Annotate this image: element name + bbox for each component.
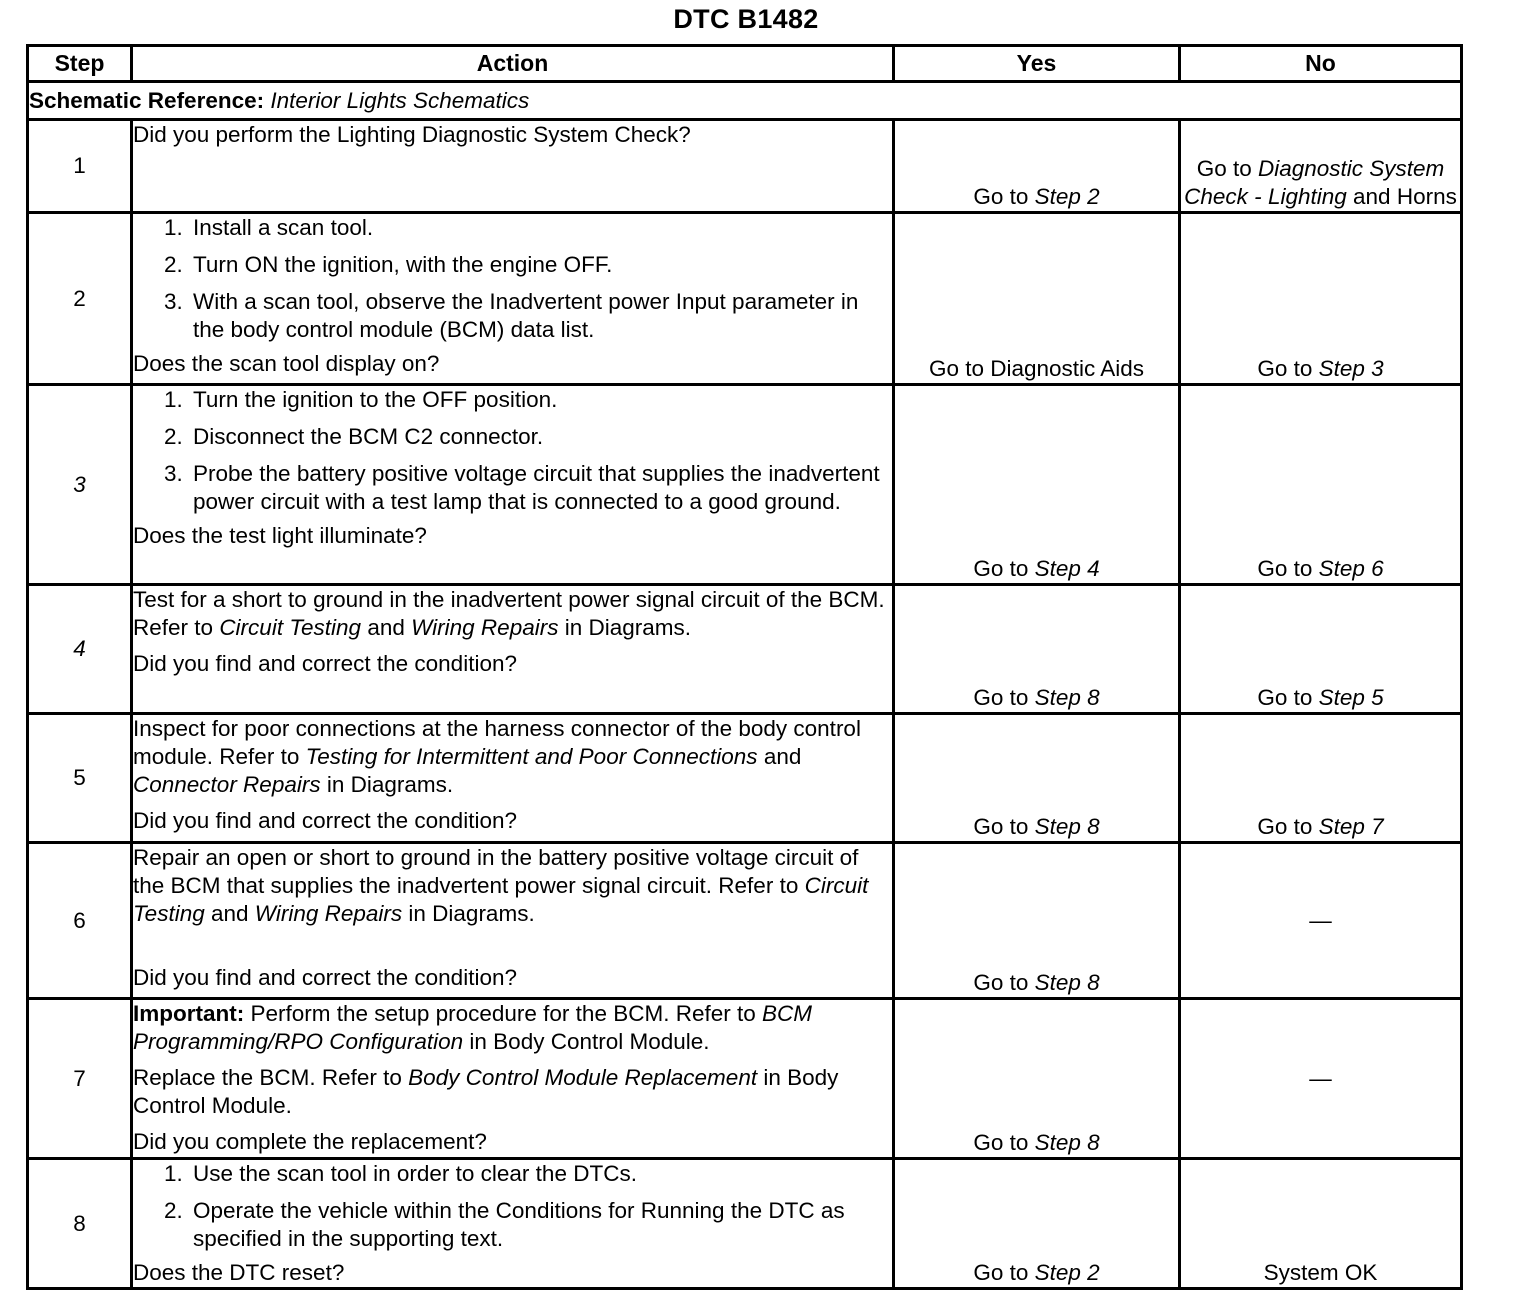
step-number-text: 4 <box>73 636 86 662</box>
action-question: Does the test light illuminate? <box>133 522 427 548</box>
yes-cell <box>894 1159 1180 1289</box>
reference-link[interactable]: Circuit Testing <box>133 872 869 926</box>
important-note <box>133 1000 892 1056</box>
table-row <box>28 843 1462 999</box>
step-number: 2 <box>28 213 132 385</box>
action-cell <box>132 714 894 843</box>
action-text-part: in Diagrams. <box>408 900 535 926</box>
yes-prefix: Go to <box>973 1260 1029 1286</box>
no-prefix: Go to <box>1257 814 1313 840</box>
reference-link[interactable]: Body Control Module Replacement <box>408 1064 758 1090</box>
schematic-reference-link[interactable]: Interior Lights Schematics <box>270 87 530 113</box>
table-row <box>28 585 1462 714</box>
yes-step-link[interactable]: Step 2 <box>1034 184 1100 210</box>
procedure-list <box>133 214 892 344</box>
action-text-part: Test for a short to ground in the inadvertent power signal circuit of the BCM. Refer to <box>133 587 885 640</box>
no-prefix: Go to <box>1257 685 1313 711</box>
list-item: 2. Turn ON the ignition, with the engine OFF. <box>189 251 892 279</box>
no-cell: System OK <box>1180 1159 1462 1289</box>
no-cell <box>1180 120 1462 213</box>
diagnostic-table <box>26 44 1463 1290</box>
action-question: Does the scan tool display on? <box>133 350 440 376</box>
procedure-list <box>133 386 892 516</box>
list-item: 1. Install a scan tool. <box>189 214 892 242</box>
no-step-link[interactable]: Step 7 <box>1318 814 1384 840</box>
step-number: 1 <box>28 120 132 213</box>
action-cell <box>132 843 894 999</box>
reference-link[interactable]: Testing for Intermittent and Poor Connections <box>305 743 758 769</box>
no-cell <box>1180 385 1462 585</box>
yes-cell <box>894 213 1180 385</box>
yes-prefix: Go to <box>973 814 1029 840</box>
no-link-diagnostic-system-check[interactable]: Diagnostic System Check - <box>1184 156 1445 210</box>
action-text-part: Inspect for poor connections at the harness connector of the body control module. Refer to <box>133 716 861 769</box>
action-text-part: in Body Control Module. <box>469 1028 710 1054</box>
action-text-part: in Diagrams. <box>564 614 692 640</box>
table-row <box>28 999 1462 1159</box>
reference-link[interactable]: Circuit Testing <box>219 614 362 640</box>
header-no: No <box>1180 46 1462 82</box>
action-text-part: Repair an open or short to ground in the battery positive voltage circuit of the BCM that supplies the inadvertent power signal circuit. Refer to <box>133 845 859 898</box>
header-yes: Yes <box>894 46 1180 82</box>
table-row <box>28 714 1462 843</box>
yes-diagnostic-aids-link[interactable]: Go to Diagnostic Aids <box>928 356 1145 382</box>
action-text: Did you perform the Lighting Diagnostic System Check? <box>133 122 691 147</box>
action-text-part: and <box>763 743 802 769</box>
list-item: 2. Operate the vehicle within the Conditions for Running the DTC as specified in the supporting text. <box>189 1197 892 1253</box>
no-prefix: Go to <box>1257 556 1313 582</box>
action-text <box>133 715 892 799</box>
no-suffix: and Horns <box>1353 184 1457 210</box>
yes-prefix: Go to <box>973 970 1029 996</box>
no-cell <box>1180 714 1462 843</box>
list-item: 1. Turn the ignition to the OFF position. <box>189 386 892 414</box>
step-number <box>28 385 132 585</box>
no-cell: — <box>1180 999 1462 1159</box>
table-row <box>28 213 1462 385</box>
header-action: Action <box>132 46 894 82</box>
list-item: 3. With a scan tool, observe the Inadvertent power Input parameter in the body control module (BCM) data list. <box>189 288 892 344</box>
action-question: Did you find and correct the condition? <box>133 650 517 676</box>
no-prefix: Go to <box>1257 356 1313 382</box>
table-row <box>28 385 1462 585</box>
reference-link[interactable]: Connector Repairs <box>133 771 321 797</box>
no-cell <box>1180 213 1462 385</box>
schematic-reference-row <box>28 82 1462 120</box>
yes-cell <box>894 585 1180 714</box>
yes-step-link[interactable]: Step 8 <box>1034 970 1100 996</box>
reference-link[interactable]: Wiring Repairs <box>254 900 403 926</box>
action-question: Did you find and correct the condition? <box>133 807 517 833</box>
yes-prefix: Go to <box>973 556 1029 582</box>
action-question: Does the DTC reset? <box>133 1259 345 1285</box>
step-number <box>28 585 132 714</box>
yes-prefix: Go to <box>973 1130 1029 1156</box>
no-step-link[interactable]: Step 5 <box>1318 685 1384 711</box>
schematic-reference-label: Schematic Reference: <box>29 87 265 113</box>
no-cell <box>1180 585 1462 714</box>
step-number: 8 <box>28 1159 132 1289</box>
reference-link[interactable]: BCM Programming/RPO Configuration <box>133 1001 813 1054</box>
action-cell <box>132 585 894 714</box>
no-prefix: Go to <box>1196 156 1252 182</box>
yes-cell <box>894 714 1180 843</box>
no-step-link[interactable]: Step 3 <box>1318 356 1384 382</box>
yes-step-link[interactable]: Step 2 <box>1034 1260 1100 1286</box>
action-text <box>133 586 892 642</box>
step-number: 5 <box>28 714 132 843</box>
action-text-part: Perform the setup procedure for the BCM. Refer to <box>250 1001 756 1026</box>
yes-cell <box>894 120 1180 213</box>
action-cell <box>132 385 894 585</box>
list-item: 1. Use the scan tool in order to clear the DTCs. <box>189 1160 892 1188</box>
list-item: 2. Disconnect the BCM C2 connector. <box>189 423 892 451</box>
yes-prefix: Go to <box>973 685 1029 711</box>
list-item: 3. Probe the battery positive voltage circuit that supplies the inadvertent power circuit with a test lamp that is connected to a good ground. <box>189 460 892 516</box>
yes-cell <box>894 999 1180 1159</box>
action-cell <box>132 1159 894 1289</box>
procedure-list <box>133 1160 892 1253</box>
no-step-link[interactable]: Step 6 <box>1318 556 1384 582</box>
step-number-text: 3 <box>73 471 86 497</box>
table-row <box>28 1159 1462 1289</box>
step-number: 7 <box>28 999 132 1159</box>
yes-step-link[interactable]: Step 4 <box>1034 556 1100 582</box>
action-text-part: and <box>367 614 405 640</box>
yes-cell <box>894 385 1180 585</box>
action-question: Did you find and correct the condition? <box>133 964 517 990</box>
no-cell: — <box>1180 843 1462 999</box>
header-step: Step <box>28 46 132 82</box>
action-text-part: and <box>210 900 249 926</box>
action-question: Did you complete the replacement? <box>133 1128 487 1154</box>
schematic-reference <box>28 82 1462 120</box>
page-title: DTC B1482 <box>673 4 819 34</box>
table-row <box>28 120 1462 213</box>
yes-step-link[interactable]: Step 8 <box>1034 685 1100 711</box>
action-cell <box>132 120 894 213</box>
action-cell <box>132 999 894 1159</box>
yes-step-link[interactable]: Step 8 <box>1034 1130 1100 1156</box>
step-number: 6 <box>28 843 132 999</box>
action-text-part: in Body Control Module. <box>133 1064 839 1118</box>
action-text <box>133 844 892 928</box>
action-cell <box>132 213 894 385</box>
action-text-part: in Diagrams. <box>326 771 454 797</box>
yes-step-link[interactable]: Step 8 <box>1034 814 1100 840</box>
yes-prefix: Go to <box>973 184 1029 210</box>
action-text <box>133 1064 892 1120</box>
action-text-part: Replace the BCM. Refer to <box>133 1064 402 1090</box>
important-label: Important: <box>133 1001 245 1026</box>
header-row <box>28 46 1462 82</box>
no-link-lighting[interactable]: Lighting <box>1267 184 1347 210</box>
reference-link[interactable]: Wiring Repairs <box>411 614 559 640</box>
yes-cell <box>894 843 1180 999</box>
